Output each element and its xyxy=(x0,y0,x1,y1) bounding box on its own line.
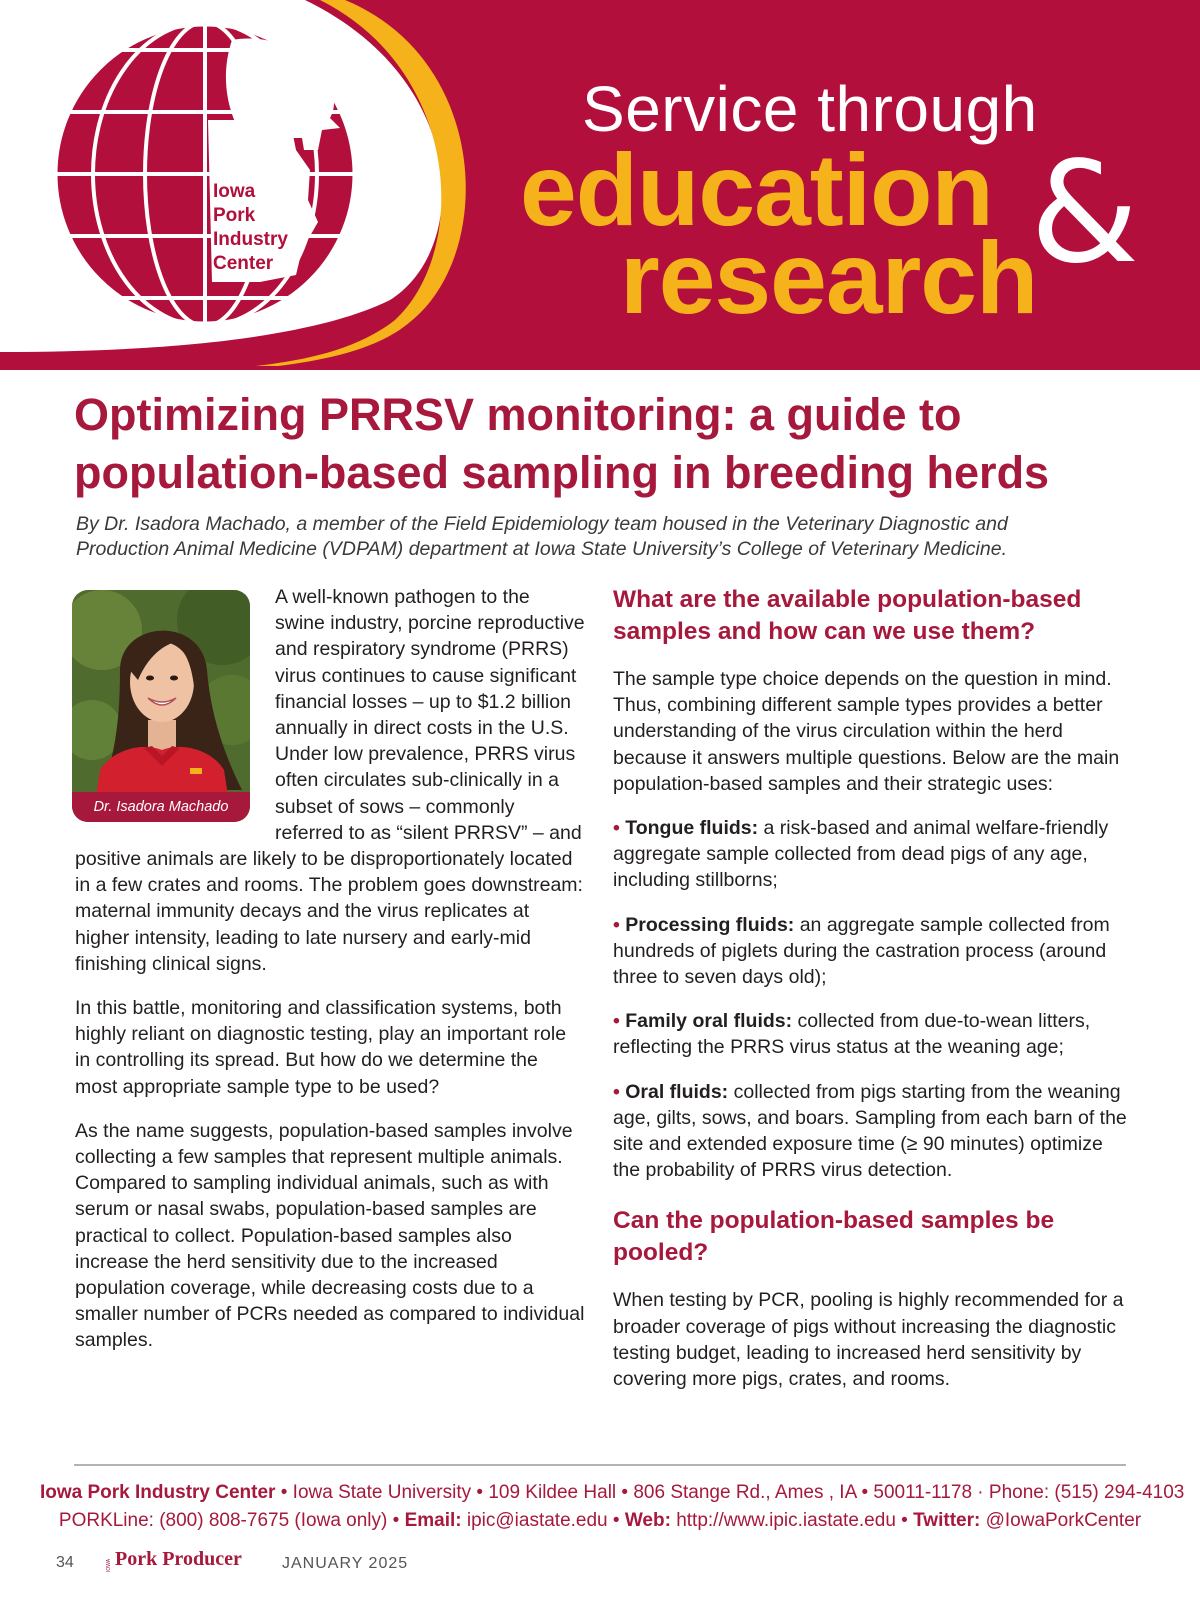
footer-line-2 xyxy=(40,1507,1160,1535)
section-heading: What are the available population-based samples and how can we use them? xyxy=(613,586,1082,645)
tagline-line-1: Service through xyxy=(582,73,1038,145)
bullet-text: collected from pigs starting from the weaning age, gilts, sows, and boars. Sampling from each barn of the site and extended exposure time (≥ 90 minutes) optimize the probability of PRRS virus detection. xyxy=(613,1080,1127,1182)
tagline-line-3: research xyxy=(620,221,1038,335)
bullet-term: Family oral fluids: xyxy=(625,1010,793,1033)
body-paragraph xyxy=(75,584,585,977)
footer-email-link[interactable]: ipic@iastate.edu • xyxy=(461,1510,625,1531)
bullet-item xyxy=(613,912,1133,991)
article-byline xyxy=(76,512,1136,562)
magazine-name: Pork Producer xyxy=(115,1548,242,1570)
body-paragraph: The sample type choice depends on the question in mind. Thus, combining different sample types provides a better understanding of the virus circulation within the herd because it answers multiple questions. Below are the main population-based samples and their strategic uses: xyxy=(613,668,1120,795)
footer-org-name: Iowa Pork Industry Center xyxy=(40,1482,276,1503)
byline-line: Production Animal Medicine (VDPAM) department at Iowa State University’s College of Veterinary Medicine. xyxy=(76,538,1007,560)
banner-tagline xyxy=(520,72,1140,335)
footer-twitter-link[interactable]: @IowaPorkCenter xyxy=(980,1510,1142,1531)
photo-caption: Dr. Isadora Machado xyxy=(72,792,250,822)
bullet-dot: • xyxy=(613,817,620,840)
bullet-term: Processing fluids: xyxy=(625,913,795,936)
globe-logo xyxy=(20,20,400,330)
bullet-item xyxy=(613,815,1133,894)
issue-date: JANUARY 2025 xyxy=(282,1555,409,1572)
title-line: population-based sampling in breeding herds xyxy=(74,447,1050,498)
footer-porkline: PORKLine: (800) 808-7675 (Iowa only) • xyxy=(58,1510,405,1531)
bullet-text: collected from due-to-wean litters, reflecting the PRRS virus status at the weaning age; xyxy=(613,1010,1091,1059)
logo-line: Iowa xyxy=(213,181,256,202)
bullet-term: Oral fluids: xyxy=(625,1080,729,1103)
bullet-term: Tongue fluids: xyxy=(625,817,759,840)
footer-line-1 xyxy=(40,1479,1185,1507)
title-line: Optimizing PRRSV monitoring: a guide to xyxy=(74,389,962,440)
body-paragraph: As the name suggests, population-based samples involve collecting a few samples that represent multiple animals. Compared to sampling individual animals, such as with serum or nasal swabs, population-based samples are practical to collect. Population-based samples also increase the herd sensitivity due to the increased population coverage, while decreasing costs due to a smaller number of PCRs needed as compared to individual samples. xyxy=(75,1119,585,1352)
body-paragraph: In this battle, monitoring and classification systems, both highly reliant on diagnostic testing, play an important role in controlling its spread. But how do we determine the most appropriate sample type to be used? xyxy=(75,997,567,1098)
footer-web-label: Web: xyxy=(624,1510,671,1531)
bullet-item xyxy=(613,1008,1133,1060)
footer-address: • Iowa State University • 109 Kildee Hall • 806 Stange Rd., Ames , IA • 50011-1178 · Phone: (515) 294-4103 xyxy=(275,1482,1185,1503)
footer-twitter-label: Twitter: xyxy=(913,1510,981,1531)
bullet-dot: • xyxy=(613,1010,620,1033)
tagline-line-2: education xyxy=(520,133,993,247)
right-column xyxy=(613,584,1133,1410)
byline-line: By Dr. Isadora Machado, a member of the Field Epidemiology team housed in the Veterinary Diagnostic and xyxy=(76,513,1008,535)
bullet-item xyxy=(613,1079,1133,1184)
bullet-text: an aggregate sample collected from hundreds of piglets during the castration process (around three to seven days old); xyxy=(613,913,1110,989)
bullet-dot: • xyxy=(613,913,620,936)
footer-divider xyxy=(74,1464,1126,1466)
body-paragraph: When testing by PCR, pooling is highly recommended for a broader coverage of pigs without increasing the diagnostic testing budget, leading to increased herd sensitivity by covering more pigs, crates, and rooms. xyxy=(613,1289,1124,1391)
logo-line: Industry xyxy=(213,229,288,250)
page-number: 34 xyxy=(56,1554,74,1571)
logo-wordmark xyxy=(213,180,288,276)
bullet-text: a risk-based and animal welfare-friendly aggregate sample collected from dead pigs of any age, including stillborns; xyxy=(613,817,1109,892)
footer-email-label: Email: xyxy=(404,1510,462,1531)
tagline-ampersand: & xyxy=(1030,132,1140,295)
article-title xyxy=(74,386,1134,502)
header-banner xyxy=(0,0,1200,375)
left-column xyxy=(75,584,585,1372)
section-heading: Can the population-based samples be pooled? xyxy=(613,1207,1055,1267)
paragraph-text: A well-known pathogen to the swine industry, porcine reproductive and respiratory syndrome (PRRS) virus continues to cause significant financial losses – up to $1.2 billion annually in direct costs in the U.S. Under low prevalence, PRRS virus often circulates sub-clinically in a subset of sows – commonly referred to as “silent PRRSV” – and positive animals are likely to be disproportionately located in a few crates and rooms. The problem goes downstream: maternal immunity decays and the virus replicates at higher intensity, leading to late nursery and early-mid finishing clinical signs. xyxy=(75,586,585,975)
logo-line: Pork xyxy=(213,205,256,226)
footer-web-link[interactable]: http://www.ipic.iastate.edu • xyxy=(670,1510,914,1531)
footer-contact-info xyxy=(40,1479,1185,1535)
logo-line: Center xyxy=(213,253,274,274)
magazine-state-label: IOWA xyxy=(106,1558,112,1572)
bullet-dot: • xyxy=(613,1080,620,1103)
